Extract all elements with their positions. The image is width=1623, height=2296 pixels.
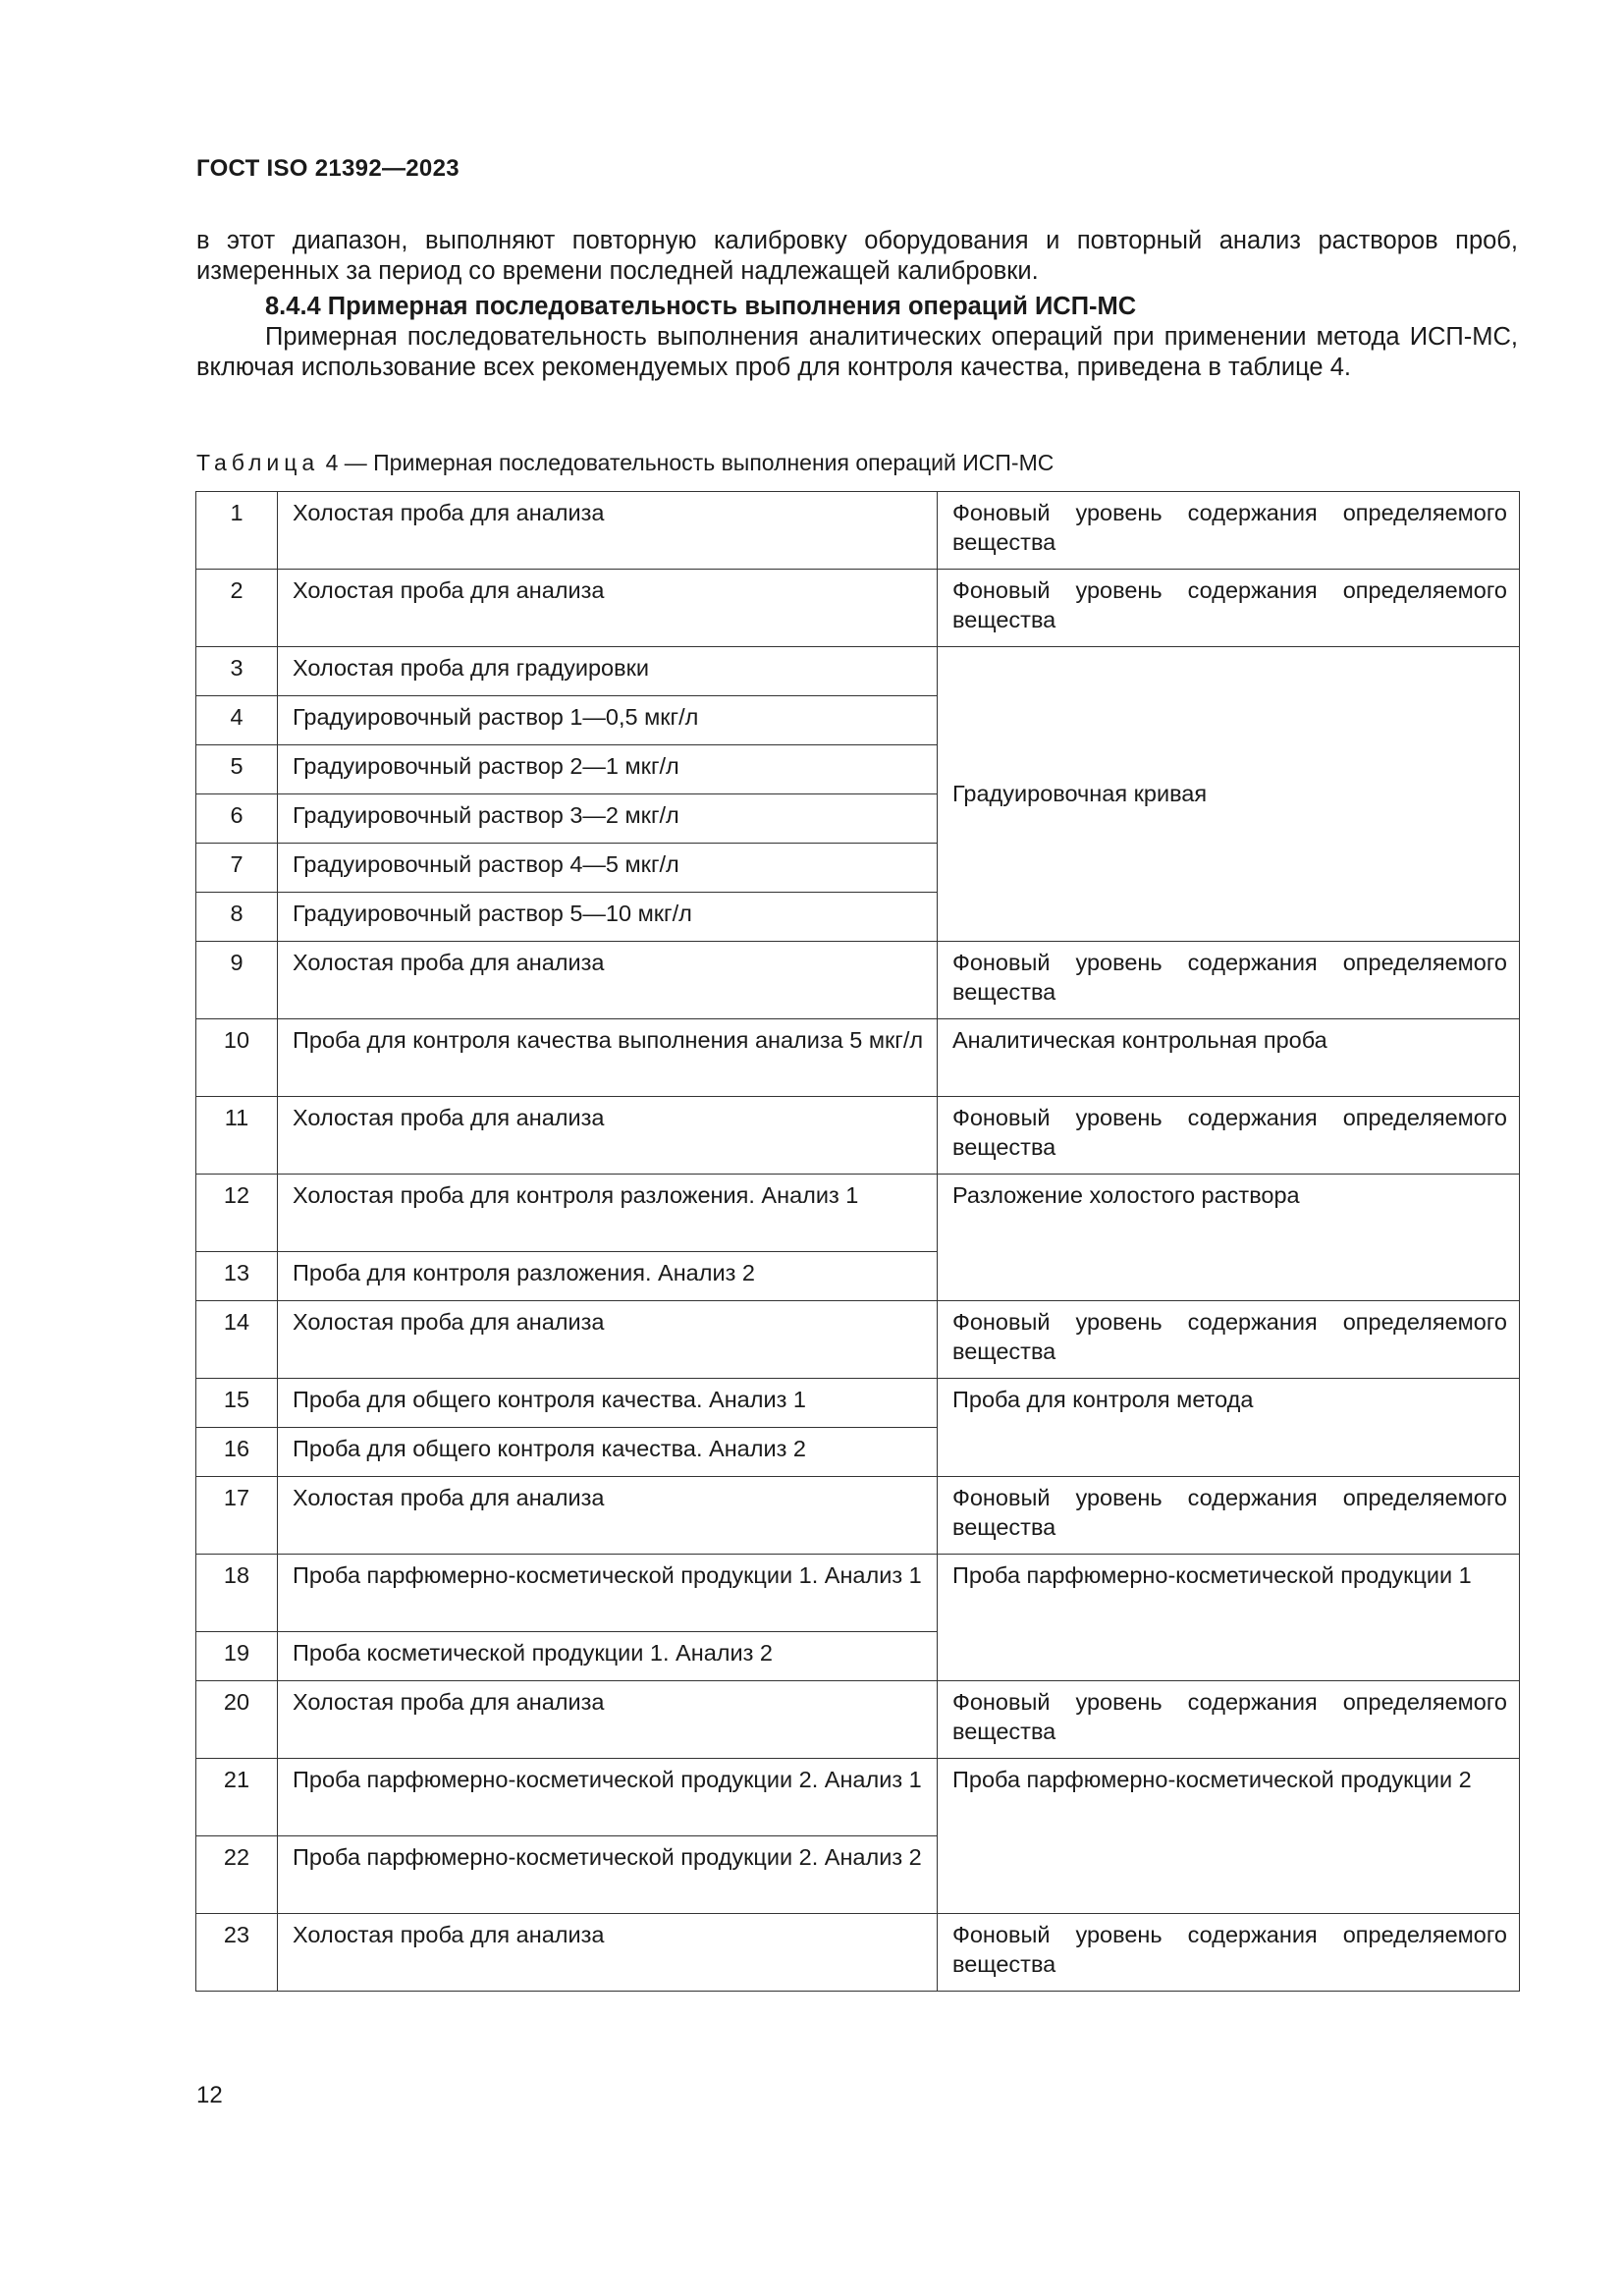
operations-table bbox=[195, 491, 1520, 1992]
row-number: 5 bbox=[196, 745, 278, 794]
sample-description: Проба парфюмерно-косметической продукции 2. Анализ 1 bbox=[278, 1759, 938, 1836]
table-row bbox=[196, 1379, 1520, 1428]
paragraph-continuation: в этот диапазон, выполняют повторную калибровку оборудования и повторный анализ растворов проб, измеренных за период со времени последней надлежащей калибровки. bbox=[196, 227, 1518, 285]
sample-purpose: Проба парфюмерно-косметической продукции 1 bbox=[938, 1555, 1520, 1681]
sample-purpose: Проба для контроля метода bbox=[938, 1379, 1520, 1477]
table-row bbox=[196, 1301, 1520, 1379]
sample-description: Проба для контроля качества выполнения анализа 5 мкг/л bbox=[278, 1019, 938, 1097]
sample-description: Проба парфюмерно-косметической продукции 2. Анализ 2 bbox=[278, 1836, 938, 1914]
row-number: 22 bbox=[196, 1836, 278, 1914]
sample-description: Градуировочный раствор 5—10 мкг/л bbox=[278, 893, 938, 942]
table-row bbox=[196, 1681, 1520, 1759]
table-row bbox=[196, 647, 1520, 696]
row-number: 18 bbox=[196, 1555, 278, 1632]
sample-purpose: Аналитическая контрольная проба bbox=[938, 1019, 1520, 1097]
document-id: ГОСТ ISO 21392—2023 bbox=[196, 155, 460, 182]
table-row bbox=[196, 1555, 1520, 1632]
row-number: 20 bbox=[196, 1681, 278, 1759]
sample-description: Холостая проба для анализа bbox=[278, 570, 938, 647]
row-number: 10 bbox=[196, 1019, 278, 1097]
sample-description: Холостая проба для анализа bbox=[278, 1914, 938, 1992]
table-row bbox=[196, 1097, 1520, 1175]
row-number: 19 bbox=[196, 1632, 278, 1681]
row-number: 14 bbox=[196, 1301, 278, 1379]
sample-description: Холостая проба для анализа bbox=[278, 1477, 938, 1555]
row-number: 23 bbox=[196, 1914, 278, 1992]
sample-description: Проба косметической продукции 1. Анализ 2 bbox=[278, 1632, 938, 1681]
table-row bbox=[196, 942, 1520, 1019]
table-row bbox=[196, 570, 1520, 647]
table-row bbox=[196, 1019, 1520, 1097]
sample-description: Проба для контроля разложения. Анализ 2 bbox=[278, 1252, 938, 1301]
sample-purpose: Фоновый уровень содержания определяемого вещества bbox=[938, 492, 1520, 570]
sample-purpose: Фоновый уровень содержания определяемого вещества bbox=[938, 1477, 1520, 1555]
sample-purpose: Фоновый уровень содержания определяемого вещества bbox=[938, 942, 1520, 1019]
sample-purpose: Фоновый уровень содержания определяемого вещества bbox=[938, 1301, 1520, 1379]
table-caption bbox=[196, 448, 1054, 477]
table-row bbox=[196, 1914, 1520, 1992]
sample-purpose: Проба парфюмерно-косметической продукции 2 bbox=[938, 1759, 1520, 1914]
row-number: 16 bbox=[196, 1428, 278, 1477]
sample-purpose: Фоновый уровень содержания определяемого вещества bbox=[938, 1914, 1520, 1992]
sample-description: Градуировочный раствор 2—1 мкг/л bbox=[278, 745, 938, 794]
row-number: 13 bbox=[196, 1252, 278, 1301]
row-number: 1 bbox=[196, 492, 278, 570]
table-row bbox=[196, 1759, 1520, 1836]
row-number: 2 bbox=[196, 570, 278, 647]
table-row bbox=[196, 492, 1520, 570]
sample-description: Проба парфюмерно-косметической продукции 1. Анализ 1 bbox=[278, 1555, 938, 1632]
table-caption-title: 4 — Примерная последовательность выполнения операций ИСП-МС bbox=[325, 450, 1055, 475]
row-number: 9 bbox=[196, 942, 278, 1019]
row-number: 4 bbox=[196, 696, 278, 745]
row-number: 6 bbox=[196, 794, 278, 844]
sample-purpose: Градуировочная кривая bbox=[938, 647, 1520, 942]
row-number: 3 bbox=[196, 647, 278, 696]
sample-purpose: Фоновый уровень содержания определяемого вещества bbox=[938, 1097, 1520, 1175]
row-number: 7 bbox=[196, 844, 278, 893]
sample-purpose: Разложение холостого раствора bbox=[938, 1175, 1520, 1301]
section-heading: 8.4.4 Примерная последовательность выполнения операций ИСП-МС bbox=[265, 293, 1137, 320]
table-row bbox=[196, 1477, 1520, 1555]
sample-description: Холостая проба для анализа bbox=[278, 1097, 938, 1175]
sample-description: Градуировочный раствор 4—5 мкг/л bbox=[278, 844, 938, 893]
sample-description: Холостая проба для контроля разложения. Анализ 1 bbox=[278, 1175, 938, 1252]
row-number: 17 bbox=[196, 1477, 278, 1555]
sample-description: Холостая проба для анализа bbox=[278, 1681, 938, 1759]
sample-description: Холостая проба для анализа bbox=[278, 492, 938, 570]
sample-description: Градуировочный раствор 3—2 мкг/л bbox=[278, 794, 938, 844]
page-number: 12 bbox=[196, 2082, 223, 2108]
sample-description: Холостая проба для градуировки bbox=[278, 647, 938, 696]
paragraph-intro: Примерная последовательность выполнения аналитических операций при применении метода ИСП-МС, включая использование всех рекомендуемых проб для контроля качества, приведена в таблице 4. bbox=[196, 323, 1518, 381]
sample-description: Проба для общего контроля качества. Анализ 2 bbox=[278, 1428, 938, 1477]
sample-description: Градуировочный раствор 1—0,5 мкг/л bbox=[278, 696, 938, 745]
row-number: 11 bbox=[196, 1097, 278, 1175]
sample-purpose: Фоновый уровень содержания определяемого вещества bbox=[938, 1681, 1520, 1759]
table-caption-label: Таблица bbox=[196, 450, 320, 475]
sample-description: Холостая проба для анализа bbox=[278, 1301, 938, 1379]
table-row bbox=[196, 1175, 1520, 1252]
row-number: 12 bbox=[196, 1175, 278, 1252]
sample-purpose: Фоновый уровень содержания определяемого вещества bbox=[938, 570, 1520, 647]
row-number: 21 bbox=[196, 1759, 278, 1836]
row-number: 15 bbox=[196, 1379, 278, 1428]
sample-description: Холостая проба для анализа bbox=[278, 942, 938, 1019]
sample-description: Проба для общего контроля качества. Анализ 1 bbox=[278, 1379, 938, 1428]
row-number: 8 bbox=[196, 893, 278, 942]
